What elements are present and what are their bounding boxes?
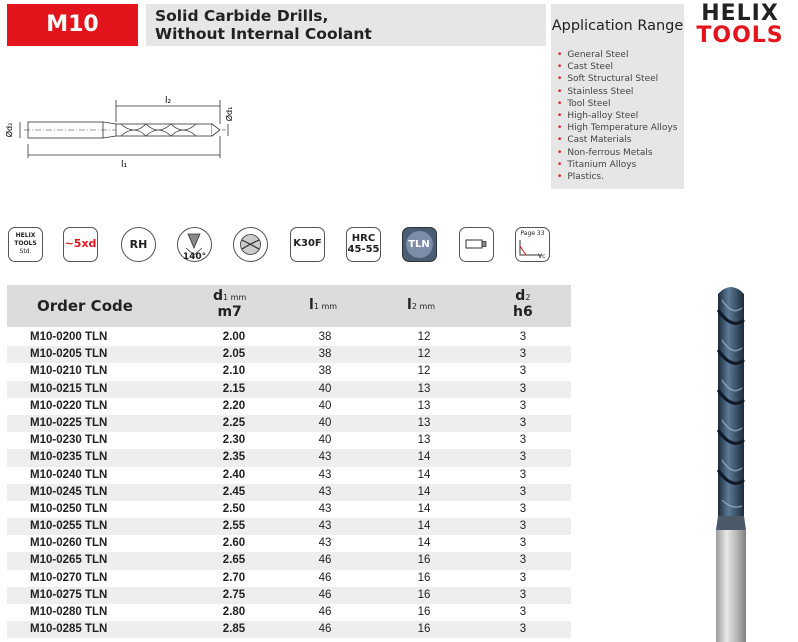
l1-cell: 38: [318, 331, 332, 343]
dim-l2-label: l₂: [164, 96, 172, 106]
table-row: [7, 449, 571, 466]
l1-cell: 40: [318, 382, 332, 395]
application-range-panel: [551, 4, 684, 189]
l2-cell: 16: [417, 606, 431, 618]
order-code-cell: M10-0250 TLN: [30, 502, 108, 515]
application-item: • Titanium Alloys: [557, 159, 677, 171]
l1-cell: 43: [318, 485, 332, 498]
table-row: [7, 432, 571, 449]
header-d1: d1 mm m7: [213, 288, 247, 320]
hardness-icon: HRC 45-55: [346, 227, 381, 262]
order-code-cell: M10-0245 TLN: [30, 485, 108, 498]
table-row: [7, 381, 571, 398]
d1-cell: 2.30: [222, 434, 246, 447]
application-item: • Cast Materials: [557, 134, 677, 146]
d1-cell: 2.45: [222, 485, 246, 498]
l2-cell: 12: [417, 331, 431, 343]
l1-cell: 38: [318, 365, 332, 378]
l2-cell: 12: [417, 348, 431, 361]
d1-cell: 2.40: [222, 468, 246, 481]
order-code-cell: M10-0205 TLN: [30, 348, 108, 361]
title-line-2: Without Internal Coolant: [155, 25, 372, 43]
l1-cell: 46: [318, 571, 332, 584]
order-code-cell: M10-0265 TLN: [30, 554, 108, 567]
l1-cell: 43: [318, 537, 332, 550]
order-code-cell: M10-0220 TLN: [30, 399, 108, 412]
d1-cell: 2.50: [222, 502, 246, 515]
order-code-cell: M10-0280 TLN: [30, 606, 108, 618]
table-row: [7, 587, 571, 604]
d1-cell: 2.70: [222, 571, 246, 584]
order-code-cell: M10-0200 TLN: [30, 331, 108, 343]
l2-cell: 14: [417, 537, 431, 550]
title-line-1: Solid Carbide Drills,: [155, 7, 329, 25]
table-row: [7, 501, 571, 518]
header-d2: d2 h6: [513, 288, 533, 320]
helix-tools-std-icon: HELIX TOOLS Std.: [8, 227, 43, 262]
point-angle-label: 140°: [182, 252, 207, 262]
d1-cell: 2.60: [222, 537, 246, 550]
d2-cell: 3: [519, 537, 527, 550]
l2-cell: 13: [417, 399, 431, 412]
flute-cross-section-icon: [233, 227, 268, 262]
application-item: • Cast Steel: [557, 61, 677, 73]
d2-cell: 3: [519, 331, 527, 343]
page-title: [155, 7, 372, 43]
l2-cell: 14: [417, 502, 431, 515]
d2-cell: 3: [519, 382, 527, 395]
shank-type-icon: [459, 227, 494, 262]
d1-cell: 2.85: [222, 623, 246, 636]
l1-cell: 43: [318, 502, 332, 515]
d2-cell: 3: [519, 451, 527, 464]
d1-cell: 2.20: [222, 399, 246, 412]
drill-technical-drawing: [6, 92, 236, 172]
cutting-data-icon: Page 33 Vc: [515, 227, 550, 262]
application-item: • Soft Structural Steel: [557, 73, 677, 85]
l2-cell: 16: [417, 554, 431, 567]
l1-cell: 38: [318, 348, 332, 361]
l1-cell: 46: [318, 606, 332, 618]
d2-cell: 3: [519, 348, 527, 361]
d1-cell: 2.25: [222, 416, 246, 429]
d2-cell: 3: [519, 606, 527, 618]
d2-cell: 3: [519, 588, 527, 601]
l1-cell: 46: [318, 554, 332, 567]
drilling-depth-icon: ~5xd: [63, 227, 98, 262]
order-code-cell: M10-0270 TLN: [30, 571, 108, 584]
header-order-code: Order Code: [37, 297, 133, 315]
coating-icon: TLN: [402, 227, 437, 262]
l2-cell: 13: [417, 416, 431, 429]
l1-cell: 40: [318, 399, 332, 412]
d2-cell: 3: [519, 571, 527, 584]
application-item: • Non-ferrous Metals: [557, 147, 677, 159]
point-angle-icon: [177, 227, 212, 262]
order-code-cell: M10-0215 TLN: [30, 382, 108, 395]
l1-cell: 43: [318, 520, 332, 533]
d1-cell: 2.05: [222, 348, 246, 361]
table-row: [7, 552, 571, 569]
l1-cell: 46: [318, 588, 332, 601]
header-l1: l1 mm: [309, 297, 338, 313]
header-l2: l2 mm: [407, 297, 436, 313]
l1-cell: 40: [318, 434, 332, 447]
d1-cell: 2.35: [222, 451, 246, 464]
order-table-body: [7, 329, 571, 638]
table-row: [7, 398, 571, 415]
order-code-cell: M10-0235 TLN: [30, 451, 108, 464]
right-hand-icon: RH: [121, 227, 156, 262]
application-item: • Plastics.: [557, 171, 677, 183]
d2-cell: 3: [519, 502, 527, 515]
d2-cell: 3: [519, 485, 527, 498]
dim-d2-label: Ød₂: [5, 122, 14, 138]
carbide-grade-icon: K30F: [290, 227, 325, 262]
vc-label: Vc: [538, 253, 546, 260]
order-code-cell: M10-0240 TLN: [30, 468, 108, 481]
table-row: [7, 621, 571, 638]
dim-d1-label: Ød₁: [225, 106, 234, 122]
table-row: [7, 484, 571, 501]
logo-line-1: HELIX: [701, 1, 779, 26]
d1-cell: 2.75: [222, 588, 246, 601]
d1-cell: 2.80: [222, 606, 246, 618]
application-list: [557, 49, 677, 183]
d2-cell: 3: [519, 416, 527, 429]
l2-cell: 16: [417, 571, 431, 584]
l2-cell: 16: [417, 588, 431, 601]
d2-cell: 3: [519, 434, 527, 447]
application-item: • General Steel: [557, 49, 677, 61]
helix-tools-logo: [690, 3, 790, 47]
table-row: [7, 518, 571, 535]
d2-cell: 3: [519, 399, 527, 412]
order-code-cell: M10-0260 TLN: [30, 537, 108, 550]
l1-cell: 43: [318, 451, 332, 464]
d1-cell: 2.65: [222, 554, 246, 567]
l2-cell: 16: [417, 623, 431, 636]
l1-cell: 46: [318, 623, 332, 636]
application-item: • Tool Steel: [557, 98, 677, 110]
table-row: [7, 570, 571, 587]
order-code-cell: M10-0210 TLN: [30, 365, 108, 378]
l2-cell: 12: [417, 365, 431, 378]
order-code-cell: M10-0285 TLN: [30, 623, 108, 636]
l2-cell: 14: [417, 520, 431, 533]
application-item: • High-alloy Steel: [557, 110, 677, 122]
d2-cell: 3: [519, 623, 527, 636]
table-row: [7, 363, 571, 380]
d1-cell: 2.55: [222, 520, 246, 533]
application-range-title: Application Range: [551, 18, 684, 34]
d2-cell: 3: [519, 554, 527, 567]
application-item: • Stainless Steel: [557, 86, 677, 98]
l2-cell: 13: [417, 382, 431, 395]
order-code-cell: M10-0275 TLN: [30, 588, 108, 601]
drill-photo: [702, 280, 760, 642]
table-row: [7, 467, 571, 484]
table-row: [7, 604, 571, 621]
series-badge: M10: [7, 4, 138, 46]
order-code-cell: M10-0230 TLN: [30, 434, 108, 447]
d1-cell: 2.00: [222, 331, 246, 343]
table-row: [7, 415, 571, 432]
l2-cell: 14: [417, 468, 431, 481]
logo-line-2: TOOLS: [696, 23, 784, 48]
application-item: • High Temperature Alloys: [557, 122, 677, 134]
table-row: [7, 535, 571, 552]
l1-cell: 40: [318, 416, 332, 429]
order-code-cell: M10-0255 TLN: [30, 520, 108, 533]
d2-cell: 3: [519, 468, 527, 481]
d1-cell: 2.10: [222, 365, 246, 378]
d2-cell: 3: [519, 365, 527, 378]
l2-cell: 14: [417, 485, 431, 498]
l1-cell: 43: [318, 468, 332, 481]
table-row: [7, 346, 571, 363]
d1-cell: 2.15: [222, 382, 246, 395]
l2-cell: 14: [417, 451, 431, 464]
order-code-cell: M10-0225 TLN: [30, 416, 108, 429]
table-header: [7, 285, 571, 327]
l2-cell: 13: [417, 434, 431, 447]
table-row: [7, 329, 571, 346]
dim-l1-label: l₁: [120, 160, 128, 170]
d2-cell: 3: [519, 520, 527, 533]
